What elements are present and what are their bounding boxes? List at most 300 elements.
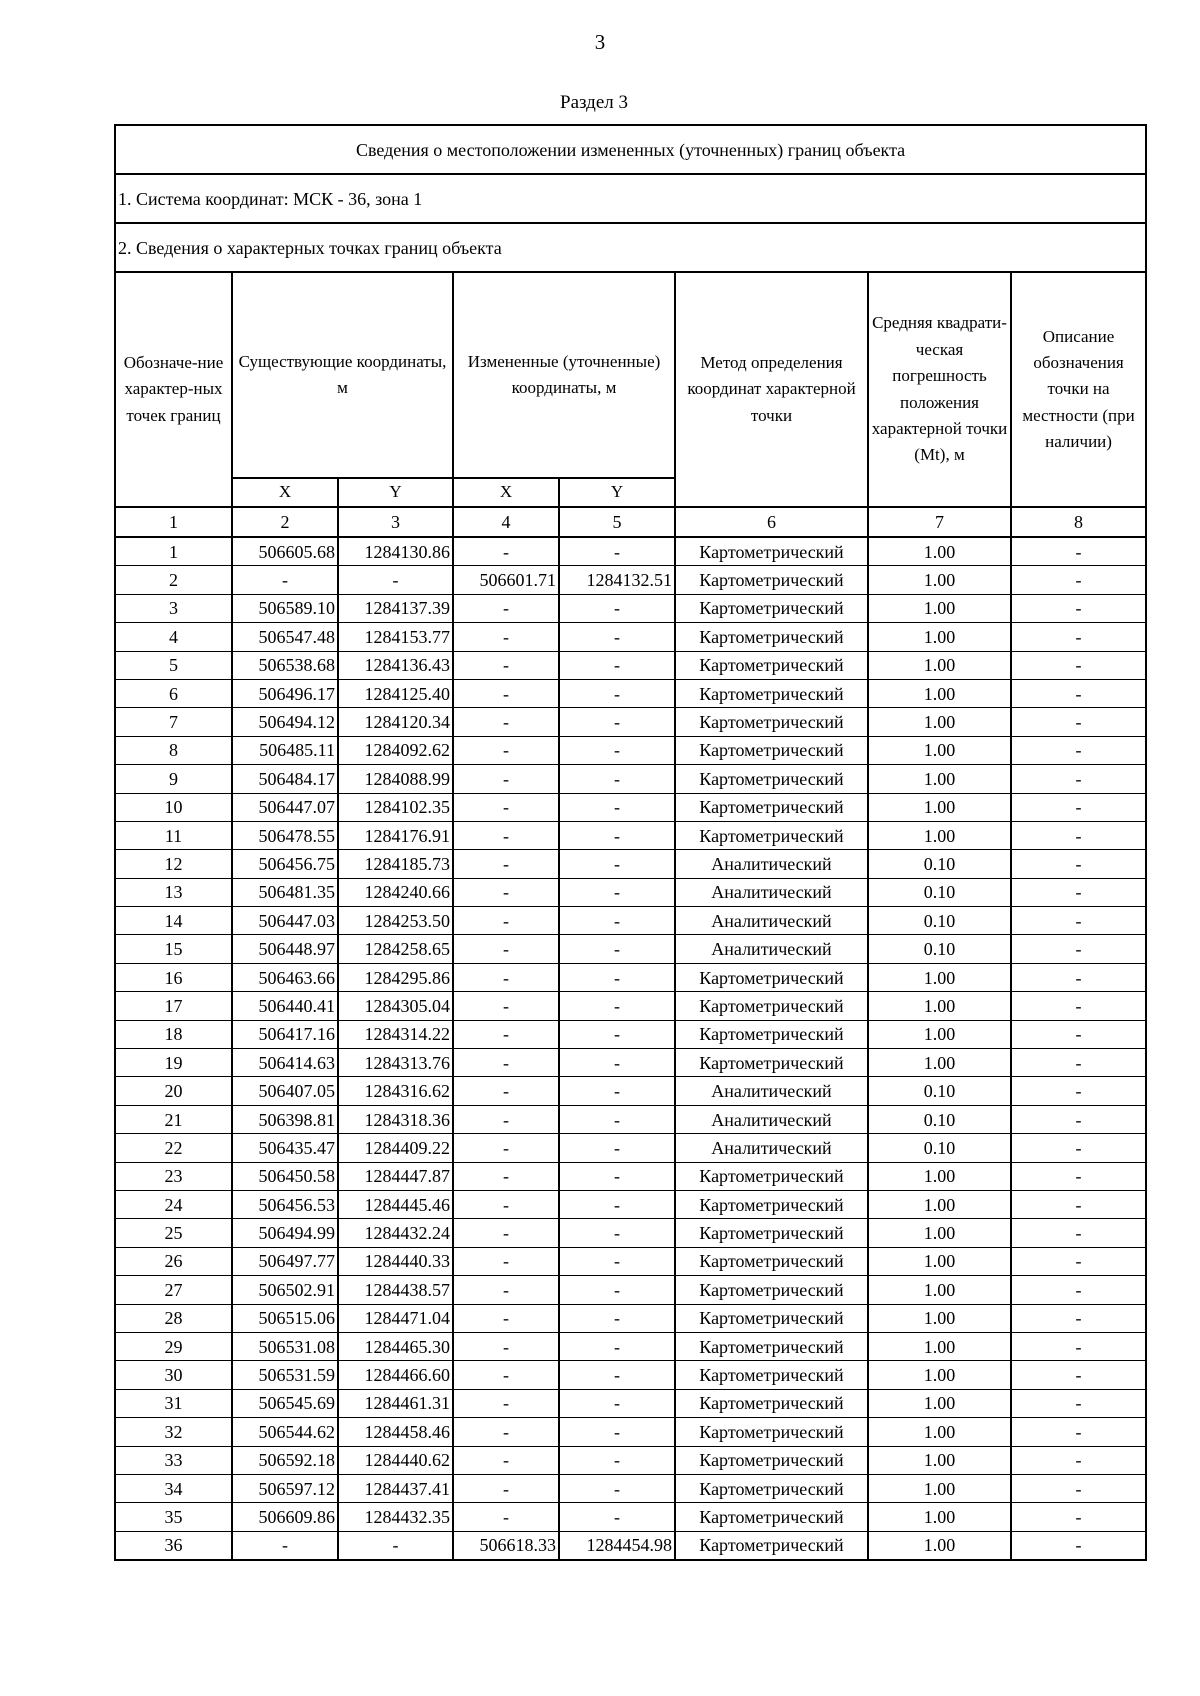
cell-point-number: 12 [115,850,232,878]
column-number: 5 [559,507,675,537]
cell-existing-y: 1284120.34 [338,708,453,736]
cell-point-number: 2 [115,566,232,594]
cell-existing-x: 506545.69 [232,1389,338,1417]
cell-method: Картометрический [675,1049,868,1077]
cell-method: Аналитический [675,1134,868,1162]
cell-point-number: 23 [115,1162,232,1190]
header-existing-coordinates: Существующие координаты, м [232,272,453,478]
cell-changed-y: - [559,1162,675,1190]
table-row [115,1190,1146,1218]
header-existing-x: X [232,478,338,507]
cell-changed-x: - [453,821,559,849]
cell-changed-y: - [559,821,675,849]
cell-mean-error: 1.00 [868,708,1011,736]
column-numbers-row [115,507,1146,537]
cell-description: - [1011,1332,1146,1360]
cell-changed-x: - [453,1361,559,1389]
cell-changed-y: - [559,850,675,878]
cell-changed-x: - [453,1418,559,1446]
cell-changed-y: - [559,907,675,935]
cell-description: - [1011,1134,1146,1162]
table-row [115,765,1146,793]
cell-changed-y: - [559,679,675,707]
cell-description: - [1011,878,1146,906]
cell-description: - [1011,708,1146,736]
cell-changed-y: - [559,935,675,963]
cell-existing-x: 506609.86 [232,1503,338,1531]
cell-point-number: 7 [115,708,232,736]
cell-existing-y: 1284316.62 [338,1077,453,1105]
cell-existing-x: 506450.58 [232,1162,338,1190]
cell-point-number: 33 [115,1446,232,1474]
cell-existing-x: 506485.11 [232,736,338,764]
table-row [115,1247,1146,1275]
cell-changed-x: - [453,793,559,821]
cell-existing-x: 506494.99 [232,1219,338,1247]
cell-point-number: 10 [115,793,232,821]
header-point-designation: Обозначе-ние характер-ных точек границ [115,272,232,507]
cell-changed-x: - [453,1049,559,1077]
cell-existing-x: 506547.48 [232,623,338,651]
cell-changed-x: - [453,963,559,991]
table-row [115,1134,1146,1162]
cell-changed-y: - [559,1503,675,1531]
cell-description: - [1011,594,1146,622]
cell-existing-y: 1284092.62 [338,736,453,764]
cell-existing-y: 1284440.33 [338,1247,453,1275]
cell-point-number: 29 [115,1332,232,1360]
cell-point-number: 25 [115,1219,232,1247]
cell-existing-x: - [232,566,338,594]
cell-point-number: 20 [115,1077,232,1105]
cell-method: Аналитический [675,850,868,878]
cell-changed-y: - [559,1361,675,1389]
table-row [115,1077,1146,1105]
cell-changed-y: - [559,765,675,793]
cell-point-number: 5 [115,651,232,679]
cell-changed-x: - [453,1020,559,1048]
cell-method: Картометрический [675,1162,868,1190]
table-row [115,907,1146,935]
cell-method: Картометрический [675,1389,868,1417]
cell-point-number: 6 [115,679,232,707]
cell-changed-y: - [559,1389,675,1417]
cell-changed-x: - [453,1474,559,1502]
cell-method: Картометрический [675,1503,868,1531]
cell-changed-x: - [453,935,559,963]
column-number: 6 [675,507,868,537]
section-label: Раздел 3 [560,92,628,113]
cell-description: - [1011,1389,1146,1417]
cell-point-number: 27 [115,1276,232,1304]
cell-method: Аналитический [675,1077,868,1105]
cell-existing-x: 506497.77 [232,1247,338,1275]
cell-mean-error: 1.00 [868,623,1011,651]
cell-method: Аналитический [675,1105,868,1133]
cell-method: Картометрический [675,708,868,736]
cell-existing-x: 506478.55 [232,821,338,849]
cell-description: - [1011,907,1146,935]
cell-existing-x: 506398.81 [232,1105,338,1133]
cell-changed-y: - [559,1418,675,1446]
cell-description: - [1011,1531,1146,1560]
cell-description: - [1011,1446,1146,1474]
cell-existing-x: 506484.17 [232,765,338,793]
cell-description: - [1011,736,1146,764]
cell-existing-y: 1284136.43 [338,651,453,679]
cell-description: - [1011,1474,1146,1502]
cell-changed-y: - [559,623,675,651]
table-row [115,850,1146,878]
cell-point-number: 30 [115,1361,232,1389]
cell-existing-x: 506448.97 [232,935,338,963]
cell-description: - [1011,1020,1146,1048]
cell-method: Аналитический [675,907,868,935]
cell-mean-error: 0.10 [868,850,1011,878]
cell-mean-error: 0.10 [868,935,1011,963]
cell-existing-y: 1284458.46 [338,1418,453,1446]
table-row [115,935,1146,963]
cell-point-number: 16 [115,963,232,991]
cell-mean-error: 1.00 [868,992,1011,1020]
cell-existing-x: 506447.07 [232,793,338,821]
cell-description: - [1011,1049,1146,1077]
table-row [115,1418,1146,1446]
cell-method: Картометрический [675,1531,868,1560]
cell-description: - [1011,963,1146,991]
cell-changed-y: - [559,736,675,764]
cell-existing-x: 506538.68 [232,651,338,679]
cell-changed-y: - [559,1332,675,1360]
cell-changed-x: - [453,1077,559,1105]
cell-existing-y: 1284440.62 [338,1446,453,1474]
cell-changed-x: - [453,1332,559,1360]
cell-point-number: 31 [115,1389,232,1417]
cell-method: Картометрический [675,594,868,622]
cell-mean-error: 1.00 [868,566,1011,594]
cell-existing-x: 506417.16 [232,1020,338,1048]
cell-mean-error: 1.00 [868,1531,1011,1560]
cell-existing-y: 1284445.46 [338,1190,453,1218]
table-row [115,1162,1146,1190]
table-row [115,679,1146,707]
cell-description: - [1011,566,1146,594]
cell-changed-x: - [453,1503,559,1531]
cell-method: Картометрический [675,765,868,793]
cell-changed-y: - [559,594,675,622]
cell-changed-y: - [559,1446,675,1474]
cell-existing-y: 1284432.24 [338,1219,453,1247]
cell-changed-y: - [559,1247,675,1275]
cell-mean-error: 1.00 [868,1276,1011,1304]
cell-changed-x: - [453,1247,559,1275]
column-number: 2 [232,507,338,537]
cell-mean-error: 1.00 [868,1474,1011,1502]
cell-mean-error: 1.00 [868,1446,1011,1474]
cell-mean-error: 0.10 [868,907,1011,935]
cell-mean-error: 1.00 [868,537,1011,566]
cell-existing-x: 506407.05 [232,1077,338,1105]
cell-existing-y: 1284295.86 [338,963,453,991]
cell-mean-error: 1.00 [868,1190,1011,1218]
cell-description: - [1011,1219,1146,1247]
cell-existing-x: 506440.41 [232,992,338,1020]
cell-method: Картометрический [675,992,868,1020]
cell-point-number: 18 [115,1020,232,1048]
cell-existing-x: 506597.12 [232,1474,338,1502]
cell-mean-error: 1.00 [868,963,1011,991]
cell-existing-x: 506414.63 [232,1049,338,1077]
cell-existing-x: 506589.10 [232,594,338,622]
table-row [115,1049,1146,1077]
cell-method: Картометрический [675,623,868,651]
cell-point-number: 15 [115,935,232,963]
cell-method: Аналитический [675,935,868,963]
cell-changed-y: - [559,1190,675,1218]
cell-point-number: 32 [115,1418,232,1446]
cell-existing-y: 1284438.57 [338,1276,453,1304]
cell-existing-y: 1284437.41 [338,1474,453,1502]
cell-method: Картометрический [675,1418,868,1446]
cell-description: - [1011,1162,1146,1190]
cell-existing-x: - [232,1531,338,1560]
cell-mean-error: 1.00 [868,1361,1011,1389]
cell-description: - [1011,850,1146,878]
cell-changed-y: - [559,651,675,679]
table-row [115,1446,1146,1474]
cell-existing-y: 1284471.04 [338,1304,453,1332]
cell-existing-y: 1284461.31 [338,1389,453,1417]
points-heading: 2. Сведения о характерных точках границ объекта [115,223,1146,272]
table-row [115,1105,1146,1133]
cell-changed-y: - [559,878,675,906]
cell-mean-error: 0.10 [868,1105,1011,1133]
cell-existing-y: 1284253.50 [338,907,453,935]
cell-point-number: 24 [115,1190,232,1218]
cell-mean-error: 1.00 [868,1162,1011,1190]
cell-method: Картометрический [675,1219,868,1247]
cell-method: Картометрический [675,1304,868,1332]
table-row [115,1531,1146,1560]
page-number: 3 [594,30,606,54]
cell-existing-y: - [338,566,453,594]
table-row [115,992,1146,1020]
cell-changed-x: - [453,1219,559,1247]
cell-mean-error: 1.00 [868,1389,1011,1417]
cell-method: Картометрический [675,736,868,764]
cell-point-number: 11 [115,821,232,849]
cell-mean-error: 0.10 [868,1077,1011,1105]
table-row [115,623,1146,651]
cell-existing-x: 506605.68 [232,537,338,566]
cell-changed-y: - [559,1105,675,1133]
cell-point-number: 14 [115,907,232,935]
cell-method: Картометрический [675,1332,868,1360]
cell-changed-y: - [559,1304,675,1332]
cell-existing-y: 1284102.35 [338,793,453,821]
header-changed-y: Y [559,478,675,507]
cell-changed-x: - [453,765,559,793]
cell-changed-y: - [559,1276,675,1304]
header-changed-x: X [453,478,559,507]
cell-existing-y: 1284088.99 [338,765,453,793]
cell-method: Картометрический [675,1361,868,1389]
cell-changed-y: 1284132.51 [559,566,675,594]
cell-point-number: 19 [115,1049,232,1077]
cell-point-number: 28 [115,1304,232,1332]
column-number: 3 [338,507,453,537]
table-row [115,1361,1146,1389]
table-row [115,878,1146,906]
cell-existing-x: 506435.47 [232,1134,338,1162]
table-row [115,736,1146,764]
cell-changed-x: - [453,1134,559,1162]
cell-existing-x: 506456.75 [232,850,338,878]
cell-mean-error: 0.10 [868,1134,1011,1162]
cell-existing-y: 1284447.87 [338,1162,453,1190]
cell-description: - [1011,935,1146,963]
table-row [115,566,1146,594]
table-row [115,793,1146,821]
cell-changed-x: - [453,679,559,707]
cell-existing-y: 1284185.73 [338,850,453,878]
cell-changed-y: - [559,1049,675,1077]
cell-changed-y: 1284454.98 [559,1531,675,1560]
cell-existing-x: 506463.66 [232,963,338,991]
cell-existing-y: 1284432.35 [338,1503,453,1531]
cell-point-number: 8 [115,736,232,764]
table-row [115,1219,1146,1247]
cell-changed-x: - [453,1304,559,1332]
cell-point-number: 34 [115,1474,232,1502]
cell-existing-y: 1284466.60 [338,1361,453,1389]
cell-existing-y: 1284176.91 [338,821,453,849]
cell-point-number: 4 [115,623,232,651]
cell-description: - [1011,1276,1146,1304]
cell-changed-y: - [559,992,675,1020]
cell-changed-y: - [559,793,675,821]
cell-existing-x: 506515.06 [232,1304,338,1332]
cell-description: - [1011,537,1146,566]
cell-description: - [1011,765,1146,793]
cell-changed-x: - [453,1105,559,1133]
cell-changed-y: - [559,1134,675,1162]
cell-changed-x: - [453,623,559,651]
cell-existing-y: 1284313.76 [338,1049,453,1077]
cell-method: Картометрический [675,1276,868,1304]
cell-description: - [1011,1361,1146,1389]
table-row [115,708,1146,736]
cell-existing-y: 1284240.66 [338,878,453,906]
cell-description: - [1011,1247,1146,1275]
table-row [115,594,1146,622]
cell-point-number: 9 [115,765,232,793]
cell-existing-y: 1284153.77 [338,623,453,651]
cell-method: Аналитический [675,878,868,906]
cell-changed-y: - [559,963,675,991]
cell-mean-error: 1.00 [868,793,1011,821]
cell-method: Картометрический [675,1190,868,1218]
cell-description: - [1011,1418,1146,1446]
cell-changed-x: - [453,992,559,1020]
cell-existing-x: 506531.59 [232,1361,338,1389]
cell-method: Картометрический [675,651,868,679]
cell-point-number: 1 [115,537,232,566]
table-row [115,963,1146,991]
cell-existing-x: 506531.08 [232,1332,338,1360]
cell-point-number: 36 [115,1531,232,1560]
cell-changed-x: - [453,708,559,736]
cell-existing-y: 1284409.22 [338,1134,453,1162]
header-method: Метод определения координат характерной точки [675,272,868,507]
header-description: Описание обозначения точки на местности (при наличии) [1011,272,1146,507]
cell-changed-y: - [559,1474,675,1502]
cell-existing-x: 506481.35 [232,878,338,906]
cell-changed-x: - [453,850,559,878]
cell-point-number: 22 [115,1134,232,1162]
cell-mean-error: 1.00 [868,594,1011,622]
table-row [115,1276,1146,1304]
cell-changed-x: - [453,1190,559,1218]
cell-changed-x: - [453,1276,559,1304]
cell-description: - [1011,623,1146,651]
cell-changed-y: - [559,1219,675,1247]
column-number: 1 [115,507,232,537]
cell-method: Картометрический [675,679,868,707]
cell-changed-x: - [453,907,559,935]
cell-existing-x: 506502.91 [232,1276,338,1304]
cell-mean-error: 1.00 [868,1219,1011,1247]
table-row [115,1332,1146,1360]
cell-mean-error: 1.00 [868,736,1011,764]
cell-changed-x: - [453,1389,559,1417]
cell-point-number: 35 [115,1503,232,1531]
cell-mean-error: 1.00 [868,1020,1011,1048]
table-row [115,537,1146,566]
cell-changed-y: - [559,1077,675,1105]
cell-mean-error: 1.00 [868,1332,1011,1360]
cell-mean-error: 1.00 [868,1304,1011,1332]
cell-existing-y: 1284318.36 [338,1105,453,1133]
cell-changed-x: 506618.33 [453,1531,559,1560]
cell-description: - [1011,651,1146,679]
cell-existing-y: 1284130.86 [338,537,453,566]
column-number: 4 [453,507,559,537]
cell-existing-y: 1284314.22 [338,1020,453,1048]
header-existing-y: Y [338,478,453,507]
cell-point-number: 13 [115,878,232,906]
cell-method: Картометрический [675,821,868,849]
cell-description: - [1011,821,1146,849]
cell-existing-y: 1284137.39 [338,594,453,622]
cell-mean-error: 1.00 [868,765,1011,793]
cell-existing-y: 1284125.40 [338,679,453,707]
cell-changed-x: - [453,651,559,679]
table-row [115,1503,1146,1531]
cell-mean-error: 1.00 [868,1418,1011,1446]
cell-point-number: 26 [115,1247,232,1275]
cell-mean-error: 1.00 [868,1049,1011,1077]
cell-changed-x: - [453,594,559,622]
cell-description: - [1011,1105,1146,1133]
cell-existing-x: 506456.53 [232,1190,338,1218]
cell-existing-x: 506544.62 [232,1418,338,1446]
cell-changed-y: - [559,537,675,566]
cell-description: - [1011,793,1146,821]
cell-method: Картометрический [675,963,868,991]
cell-point-number: 3 [115,594,232,622]
cell-changed-x: - [453,878,559,906]
